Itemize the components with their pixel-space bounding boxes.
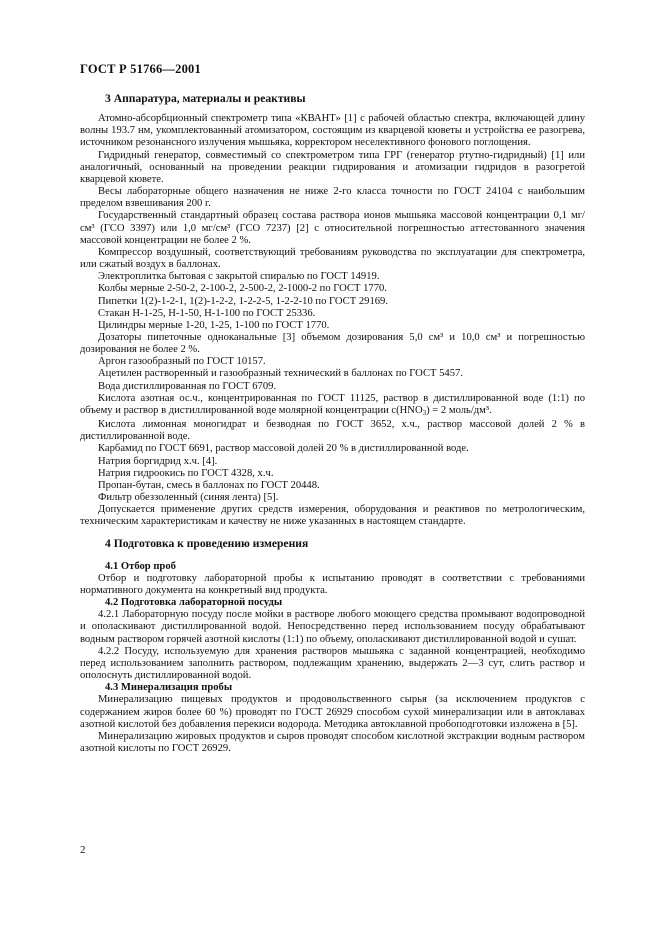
paragraph: Минерализацию жировых продуктов и сыров проводят способом кислотной экстракции водным раствором азотной кислоты по ГОСТ 26929. [80,730,585,754]
section-4-2-heading: 4.2 Подготовка лабораторной посуды [105,597,283,609]
paragraph: Колбы мерные 2-50-2, 2-100-2, 2-500-2, 2-1000-2 по ГОСТ 1770. [98,283,387,295]
paragraph: Допускается применение других средств измерения, оборудования и реактивов по метрологическим, техническим характеристикам и качеству не ниже указанных в настоящем стандарте. [80,504,585,528]
paragraph: 4.2.2 Посуду, используемую для хранения растворов мышьяка с заданной концентрацией, необходимо перед использованием заполнить раствором, подлежащим хранению, выдержать 2—3 сут, слить раствор и ополоснуть дистиллированной водой. [80,645,585,682]
paragraph: Пипетки 1(2)-1-2-1, 1(2)-1-2-2, 1-2-2-5, 1-2-2-10 по ГОСТ 29169. [98,295,388,307]
paragraph: Вода дистиллированная по ГОСТ 6709. [98,380,277,392]
paragraph: Кислота лимонная моногидрат и безводная по ГОСТ 3652, х.ч., раствор массовой долей 2 % в дистиллированной воде. [80,419,585,443]
document-body [80,93,585,755]
nitric-acid-tail: ) = 2 моль/дм³. [426,404,492,416]
paragraph: Компрессор воздушный, соответствующий требованиям руководства по эксплуатации для спектрометра, или сжатый воздух в баллонах. [80,246,585,271]
paragraph: Аргон газообразный по ГОСТ 10157. [98,356,266,368]
section-3-heading: 3 Аппаратура, материалы и реактивы [105,92,306,105]
document-header: ГОСТ Р 51766—2001 [80,62,201,76]
nitric-acid-subscript: 3 [422,408,427,417]
paragraph: 4.2.1 Лабораторную посуду после мойки в растворе любого моющего средства промывают водопроводной и ополаскивают дистиллированной водой. Непосредственно перед использованием посуду обрабатывают водным раствором горячей азотной кислоты (1:1) по объему, ополаскивают дистиллированной водой и сушат. [80,609,585,645]
paragraph: Атомно-абсорбционный спектрометр типа «КВАНТ» [1] с рабочей областью спектра, включающей длину волны 193.7 нм, укомплектованный атомизатором, состоящим из кварцевой кюветы и устройства ее разогрева, источником резонансного излучения мышьяка, корректором неселективного фонового поглощения. [80,113,585,149]
paragraph: Цилиндры мерные 1-20, 1-25, 1-100 по ГОСТ 1770. [98,319,330,331]
paragraph: Государственный стандартный образец состава раствора ионов мышьяка массовой концентрации 0,1 мг/см³ (ГСО 3397) или 1,0 мг/см³ (ГСО 7237) [2] с относительной погрешностью аттестованного значения массовой концентрации не более 2 %. [80,210,585,246]
paragraph: Ацетилен растворенный и газообразный технический в баллонах по ГОСТ 5457. [98,368,463,380]
paragraph: Натрия гидроокись по ГОСТ 4328, х.ч. [98,467,274,479]
paragraph: Пропан-бутан, смесь в баллонах по ГОСТ 20448. [98,479,320,491]
paragraph: Натрия боргидрид х.ч. [4]. [98,455,218,467]
paragraph: Гидридный генератор, совместимый со спектрометром типа ГРГ (генератор ртутно-гидридный) [1] или аналогичный, основанный на проведении реакции гидрирования и атомизации гидридов в разогретой кварцевой кювете. [80,149,585,185]
paragraph: Стакан Н-1-25, Н-1-50, Н-1-100 по ГОСТ 25336. [98,307,316,319]
section-4-1-heading: 4.1 Отбор проб [105,560,176,572]
section-4-3-heading: 4.3 Минерализация пробы [105,682,233,694]
nitric-acid-paragraph [80,393,585,419]
paragraph: Карбамид по ГОСТ 6691, раствор массовой долей 20 % в дистиллированной воде. [98,443,469,455]
section-4-heading: 4 Подготовка к проведению измерения [105,537,309,551]
paragraph: Отбор и подготовку лабораторной пробы к испытанию проводят в соответствии с требованиями нормативного документа на конкретный вид продукта. [80,572,585,596]
paragraph: Весы лабораторные общего назначения не ниже 2-го класса точности по ГОСТ 24104 с наибольшим пределом взвешивания 200 г. [80,186,585,210]
page-number: 2 [80,844,86,856]
paragraph: Минерализацию пищевых продуктов и продовольственного сырья (за исключением продуктов с содержанием жиров более 60 %) проводят по ГОСТ 26929 способом сухой минерализации или в автоклавах азотной кислотой без добавления перекиси водорода. Методика автоклавной пробоподготовки изложена в [5]. [80,694,585,730]
nitric-acid-text: Кислота азотная ос.ч., концентрированная по ГОСТ 11125, раствор в дистиллированной воде (1:1) по объему и раствор в дистиллированной воде молярной концентрации c(HNO [80,392,585,416]
paragraph: Фильтр обеззоленный (синяя лента) [5]. [98,492,279,503]
paragraph: Электроплитка бытовая с закрытой спиралью по ГОСТ 14919. [98,271,380,283]
paragraph: Дозаторы пипеточные одноканальные [3] объемом дозирования 5,0 см³ и 10,0 см³ и погрешностью дозирования не более 2 %. [80,331,585,356]
